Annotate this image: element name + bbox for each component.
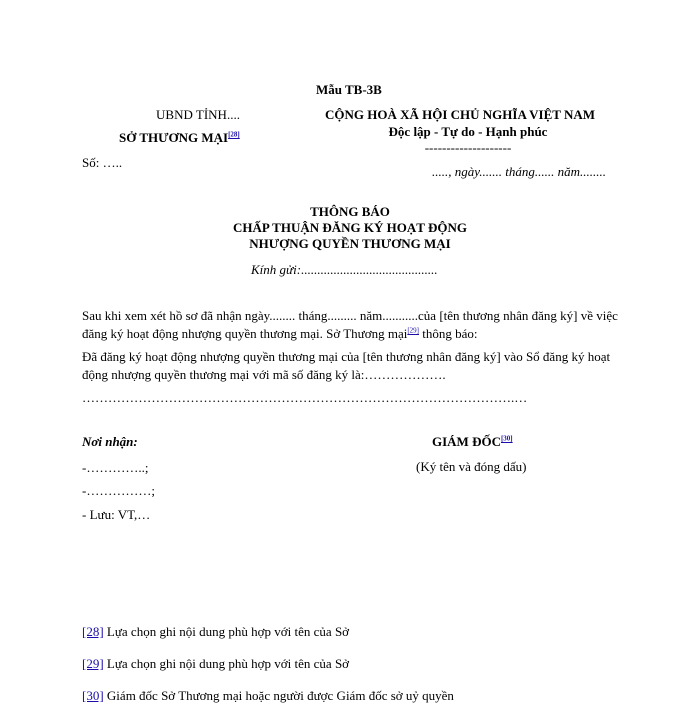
footnote-30 bbox=[82, 688, 454, 704]
document-date: ....., ngày....... tháng...... năm........ bbox=[432, 164, 607, 179]
recipient-item-3: - Lưu: VT,… bbox=[82, 507, 151, 522]
header-province: UBND TỈNH.... bbox=[156, 107, 240, 122]
title-line-1: THÔNG BÁO bbox=[310, 204, 390, 219]
form-code: Mẫu TB-3B bbox=[316, 82, 382, 97]
body-paragraph-2: Đã đăng ký hoạt động nhượng quyền thương mại của [tên thương nhân đăng ký] vào Sổ đăng ký hoạt động nhượng quyền thương mại với mã số đăng ký là:………………. bbox=[82, 349, 611, 382]
body-paragraph-3: ……………………………………………………………………………………….… bbox=[82, 390, 528, 405]
footnote-30-link[interactable]: [30] bbox=[82, 688, 104, 703]
signature-note: (Ký tên và đóng dấu) bbox=[416, 459, 527, 474]
footnote-ref-28[interactable]: [28] bbox=[228, 130, 240, 139]
signature-title-label: GIÁM ĐỐC bbox=[432, 434, 501, 449]
body-paragraph-1-text: Sau khi xem xét hồ sơ đã nhận ngày........ tháng......... năm...........của [tên thương nhân đăng ký] về việc đăng ký hoạt động nhượng quyền thương mại. Sở Thương mại bbox=[82, 308, 618, 341]
recipient-item-1: -…………..; bbox=[82, 460, 149, 475]
signature-title bbox=[432, 434, 513, 450]
header-divider: -------------------- bbox=[424, 140, 512, 155]
header-department bbox=[119, 130, 240, 146]
title-line-3: NHƯỢNG QUYỀN THƯƠNG MẠI bbox=[249, 236, 451, 251]
header-motto: Độc lập - Tự do - Hạnh phúc bbox=[388, 124, 548, 139]
recipient-item-2: -……………; bbox=[82, 483, 155, 498]
footnote-ref-29[interactable]: [29] bbox=[407, 326, 420, 335]
footnote-29-link[interactable]: [29] bbox=[82, 656, 104, 671]
footnote-29-text: Lựa chọn ghi nội dung phù hợp với tên của Sở bbox=[103, 656, 350, 671]
title-line-2: CHẤP THUẬN ĐĂNG KÝ HOẠT ĐỘNG bbox=[233, 220, 467, 235]
header-department-label: SỞ THƯƠNG MẠI bbox=[119, 130, 229, 145]
footnote-29 bbox=[82, 656, 349, 672]
footnote-28-text: Lựa chọn ghi nội dung phù hợp với tên của Sở bbox=[103, 624, 350, 639]
body-paragraph-1 bbox=[82, 307, 622, 343]
footnote-ref-30[interactable]: [30] bbox=[500, 434, 513, 443]
body-paragraph-1-tail: thông báo: bbox=[419, 326, 478, 341]
header-country: CỘNG HOÀ XÃ HỘI CHỦ NGHĨA VIỆT NAM bbox=[324, 107, 596, 122]
footnote-30-text: Giám đốc Sở Thương mại hoặc người được Giám đốc sở uỷ quyền bbox=[103, 688, 454, 703]
recipient-line: Kính gửi:.......................................... bbox=[251, 262, 438, 277]
footnote-28 bbox=[82, 624, 349, 640]
recipients-label: Nơi nhận: bbox=[82, 434, 138, 449]
footnote-28-link[interactable]: [28] bbox=[82, 624, 104, 639]
document-number: Số: ….. bbox=[82, 155, 123, 170]
